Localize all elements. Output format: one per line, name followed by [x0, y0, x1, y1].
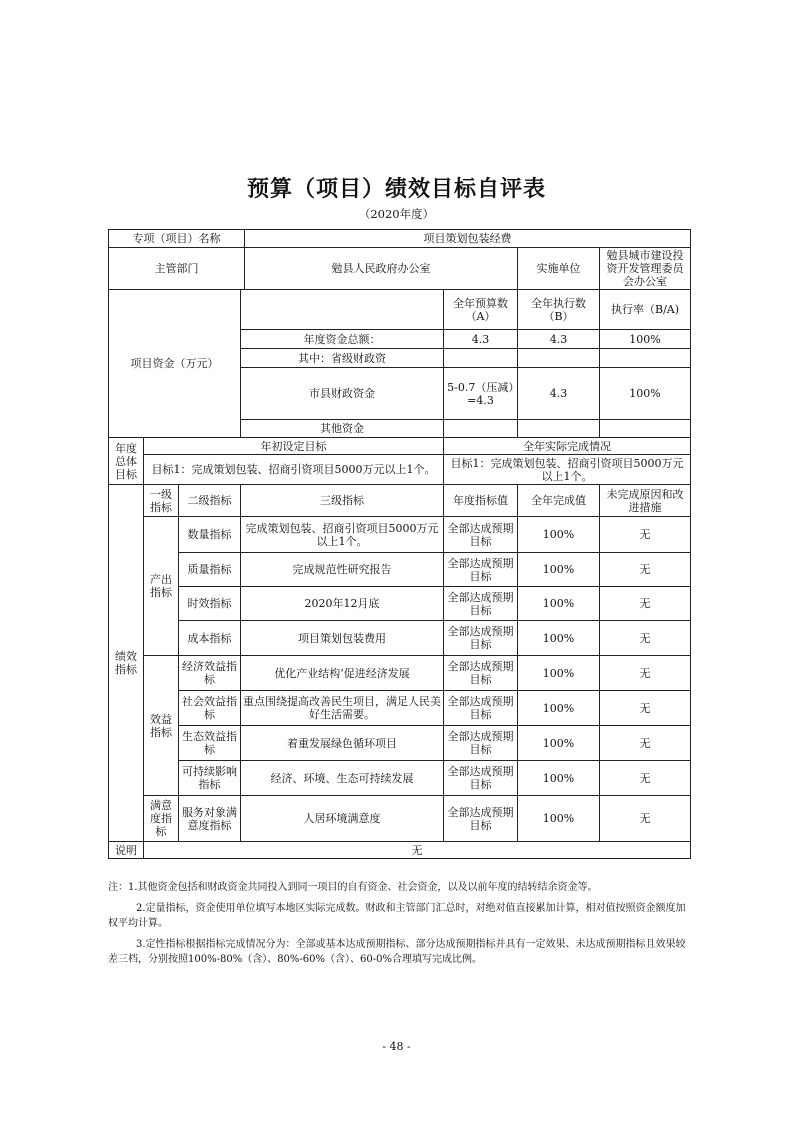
funds-row-budget: 5-0.7（压减）=4.3	[444, 368, 518, 420]
annual-cell: 全部达成预期目标	[444, 691, 518, 726]
annual-cell: 全部达成预期目标	[444, 726, 518, 761]
actual-cell: 100%	[518, 796, 600, 842]
level3-cell: 优化产业结构‘促进经济发展	[241, 656, 444, 691]
reason-cell: 无	[600, 796, 691, 842]
footnote: 注：1.其他资金包括和财政资金共同投入到同一项目的自有资金、社会资金，以及以前年度的结转结余资金等。	[108, 882, 598, 893]
annual-cell: 全部达成预期目标	[444, 517, 518, 553]
remark-value: 无	[144, 842, 691, 859]
reason-cell: 无	[600, 656, 691, 691]
indicator-row	[109, 796, 691, 842]
level3-cell: 人居环境满意度	[241, 796, 444, 842]
actual-cell: 100%	[518, 587, 600, 621]
level2-cell: 经济效益指标	[179, 656, 241, 691]
funds-row-rate: 100%	[600, 368, 691, 420]
funds-row-label: 其中：省级财政资	[241, 349, 444, 368]
level3-header: 三级指标	[241, 485, 444, 517]
funds-row-budget: 4.3	[444, 330, 518, 349]
annual-cell: 全部达成预期目标	[444, 761, 518, 796]
funds-row-label: 市县财政资金	[241, 368, 444, 420]
project-name-value: 项目策划包装经费	[245, 230, 691, 248]
level3-cell: 项目策划包装费用	[241, 621, 444, 656]
annual-cell: 全部达成预期目标	[444, 553, 518, 587]
goal-label: 年度总体目标	[109, 438, 144, 485]
funds-header-rate: 执行率（B/A)	[600, 290, 691, 330]
funds-header-executed: 全年执行数（B）	[518, 290, 600, 330]
level2-cell: 生态效益指标	[179, 726, 241, 761]
level2-cell: 可持续影响指标	[179, 761, 241, 796]
project-name-row	[109, 230, 691, 248]
reason-cell: 无	[600, 517, 691, 553]
reason-cell: 无	[600, 726, 691, 761]
level2-header: 二级指标	[179, 485, 241, 517]
dept-value: 勉县人民政府办公室	[245, 248, 518, 290]
indicator-row	[109, 553, 691, 587]
annual-cell: 全部达成预期目标	[444, 621, 518, 656]
level3-cell: 完成规范性研究报告	[241, 553, 444, 587]
goal-row	[109, 455, 691, 485]
actual-cell: 100%	[518, 553, 600, 587]
actual-cell: 100%	[518, 761, 600, 796]
indicators-label: 绩效指标	[109, 485, 144, 842]
impl-value: 勉县城市建设投资开发管理委员会办公室	[600, 248, 691, 290]
actual-header: 全年完成值	[518, 485, 600, 517]
indicator-header-row	[109, 485, 691, 517]
goal-plan: 目标1：完成策划包装、招商引资项目5000万元以上1个。	[144, 455, 444, 485]
funds-row-rate	[600, 420, 691, 438]
evaluation-table	[108, 229, 691, 859]
goal-actual: 目标1：完成策划包装、招商引资项目5000万元以上1个。	[444, 455, 691, 485]
remark-row	[109, 842, 691, 859]
level2-cell: 成本指标	[179, 621, 241, 656]
level2-cell: 数量指标	[179, 517, 241, 553]
impl-label: 实施单位	[518, 248, 600, 290]
level3-cell: 完成策划包装、招商引资项目5000万元以上1个。	[241, 517, 444, 553]
level3-cell: 经济、环境、生态可持续发展	[241, 761, 444, 796]
actual-cell: 100%	[518, 691, 600, 726]
reason-cell: 无	[600, 553, 691, 587]
actual-cell: 100%	[518, 656, 600, 691]
level2-cell: 质量指标	[179, 553, 241, 587]
funds-row-executed	[518, 420, 600, 438]
indicator-row	[109, 726, 691, 761]
reason-cell: 无	[600, 587, 691, 621]
dept-label: 主管部门	[109, 248, 245, 290]
reason-header: 未完成原因和改进措施	[600, 485, 691, 517]
actual-cell: 100%	[518, 726, 600, 761]
funds-row-budget	[444, 349, 518, 368]
funds-row-budget	[444, 420, 518, 438]
annual-cell: 全部达成预期目标	[444, 796, 518, 842]
annual-cell: 全部达成预期目标	[444, 587, 518, 621]
level3-cell: 2020年12月底	[241, 587, 444, 621]
funds-row-label: 年度资金总额：	[241, 330, 444, 349]
footnote: 2.定量指标，资金使用单位填写本地区实际完成数。财政和主管部门汇总时，对绝对值直接累加计算，相对值按照资金额度加权平均计算。	[108, 903, 686, 929]
funds-header-blank	[241, 290, 444, 330]
funds-row-executed: 4.3	[518, 368, 600, 420]
funds-row-executed: 4.3	[518, 330, 600, 349]
level2-cell: 社会效益指标	[179, 691, 241, 726]
level2-cell: 服务对象满意度指标	[179, 796, 241, 842]
reason-cell: 无	[600, 621, 691, 656]
indicator-row	[109, 761, 691, 796]
funds-label: 项目资金（万元）	[109, 290, 241, 438]
reason-cell: 无	[600, 691, 691, 726]
page-title: 预算（项目）绩效目标自评表	[246, 177, 546, 202]
actual-cell: 100%	[518, 621, 600, 656]
year-subtitle: （2020年度）	[358, 207, 435, 221]
indicator-row	[109, 621, 691, 656]
funds-header-budget: 全年预算数（A）	[444, 290, 518, 330]
annual-cell: 全部达成预期目标	[444, 656, 518, 691]
funds-row-rate: 100%	[600, 330, 691, 349]
annual-header: 年度指标值	[444, 485, 518, 517]
goal-header-row	[109, 438, 691, 455]
indicator-row	[109, 587, 691, 621]
benefit-group-label: 效益指标	[144, 656, 179, 796]
level2-cell: 时效指标	[179, 587, 241, 621]
page-number: - 48 -	[382, 1040, 411, 1053]
funds-row-executed	[518, 349, 600, 368]
footnotes	[108, 880, 690, 973]
actual-cell: 100%	[518, 517, 600, 553]
level3-cell: 着重发展绿色循环项目	[241, 726, 444, 761]
indicator-row	[109, 517, 691, 553]
department-row	[109, 248, 691, 290]
level1-header: 一级指标	[144, 485, 179, 517]
indicator-row	[109, 656, 691, 691]
footnote: 3.定性指标根据指标完成情况分为：全部或基本达成预期指标、部分达成预期指标并具有一定效果、未达成预期指标且效果较差三档，分别按照100%-80%（含）、80%-60%（含）、60-0%合理填写完成比例。	[108, 939, 686, 965]
funds-row-label: 其他资金	[241, 420, 444, 438]
funds-row-rate	[600, 349, 691, 368]
reason-cell: 无	[600, 761, 691, 796]
remark-label: 说明	[109, 842, 144, 859]
output-group-label: 产出指标	[144, 517, 179, 656]
indicator-row	[109, 691, 691, 726]
funds-header-row	[109, 290, 691, 330]
satisfaction-group-label: 满意度指标	[144, 796, 179, 842]
level3-cell: 重点围绕提高改善民生项目，满足人民美好生活需要。	[241, 691, 444, 726]
goal-plan-header: 年初设定目标	[144, 438, 444, 455]
project-name-label: 专项（项目）名称	[109, 230, 245, 248]
goal-actual-header: 全年实际完成情况	[444, 438, 691, 455]
